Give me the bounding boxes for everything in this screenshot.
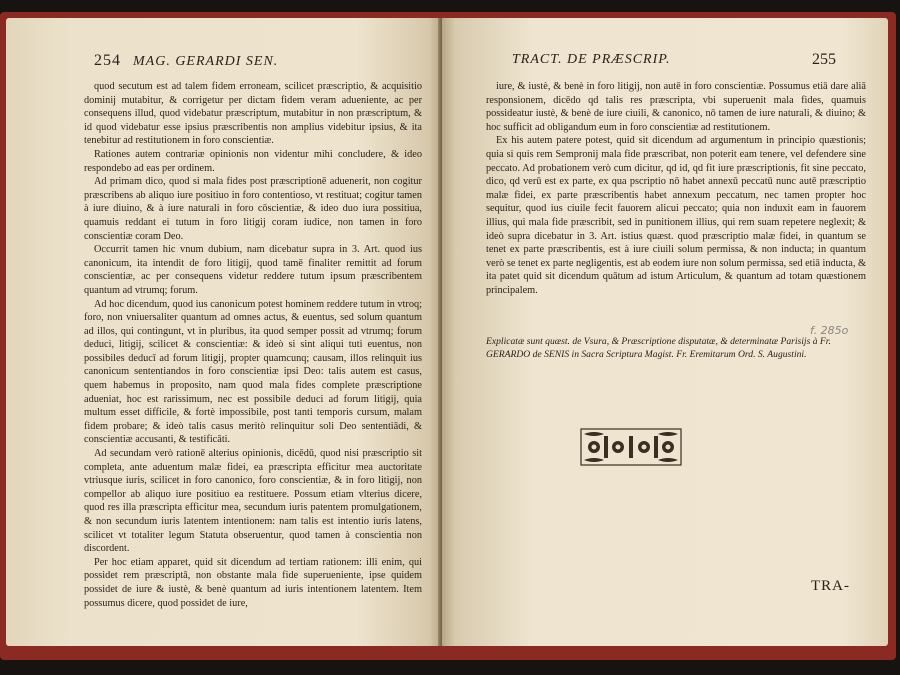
paragraph: Ad primam dico, quod si mala fides post præscriptionē aduenerit, non cogitur præscribens ab aliquo iure positiuo in foro contentioso, vt restituat; cogitur tamen à iure diuino, & à iure naturali in foro cōscientiæ, & ideo duo iura possitiua, quamuis reddant ei tutum in foro litigij coram iudice, non tamen in foro conscientiæ coram Deo. (84, 176, 422, 242)
right-folio: 255 (812, 51, 836, 68)
left-text-block (84, 80, 422, 610)
paragraph: Occurrit tamen hic vnum dubium, nam dicebatur supra in 3. Art. quod ius canonicum, ita intendit de foro litigij, quod tamē finaliter remittit ad forum conscientiæ, ac per consequens videtur reddere tutum ipsum præscribentem quantum ad vtrumq; forum. (84, 244, 422, 296)
pencil-annotation: f. 285o (810, 324, 849, 337)
paragraph: Ad secundam verò rationē alterius opinionis, dicēdū, quod nisi præscriptio sit completa, ante aduentum malæ fidei, ea præscripta efficitur mea auctoritate vtriusque iuris, scilicet in foro canonico, foro conscientiæ, & in foro litigij, non compellor ab aliquo iure positiuo ea restituere. Possum etiam vlterius dicere, quod res illa præscripta efficitur mea, secundum iuris patentem promulgationem, & non secundum iuris latentem intentionem: nam talis est intentio iuris latens, scilicet vt totaliter legum Statuta obseruentur, quod tamen à conscientia non discordent. (84, 448, 422, 555)
paragraph: Ex his autem patere potest, quid sit dicendum ad argumentum in principio quæstionis; quia si quis rem Sempronij mala fide præscribat, non poterit eam tenere, vel defendere sine peccato. Ad probationem verò cum dicitur, qd id, qd fit iure præscriptionis, fit sine peccato, dico, qd verū est ex parte, ex qua pscriptio nō habet annexū peccatū nunc autē præscriptio malæ fidei, ex parte præscribentis habet annexum peccatum, nec tamen propter hoc sequitur, quod ius ciuile fecit fauorem alicui peccato; quia non induxit eam in fauorem illius, qui mala fide præscribit, sed in punitionem illius, qui rem suam repetere neglexit; & ideò supra dicebatur in 3. Art. istius quæst. quod præscriptio malæ fidei, in quantum se tenet ex parte præscribentis, est à iure ciuili solum permissa, & non inducta; in quantum verò se tenet ex parte negligentis, est ab eodem iure non solum permissa, sed etiā inducta, & ita patet quid sit dicendum quātum ad istum Articulum, & quantum ad totam quæstionem principalem. (486, 135, 867, 296)
right-page (442, 18, 888, 646)
left-running-head (94, 52, 278, 70)
paragraph: Ad hoc dicendum, quod ius canonicum potest hominem reddere tutum in vtroq; foro, non vniuersaliter quantum ad omnes actus, & euentus, sed solum quantum ad illos, qui contingunt, vt in pluribus, ita quod semper possit ad vtrumq; forum deduci, litigij, scilicet & conscientiæ: & ideò si sint aliqui tuti euentus, non possibiles deducī ad forum litigij, propter quamcunq; causam, illos relinquit ius canonicum sententiandos in foro conscientiæ ipsi Deo: talis autem est casus, quem habemus in proposito, nam quod mala fides complete præscriptione adueniat, hoc est rarissimum, nec est possibile deduci ad forum litigij, quia multum esset difficile, & fortè impossibile, post tanti temporis cursum, malam fidem probare; & ideò talis casus meritò relinquitur soli Deo sententiādi, & conscientiæ accusanti, & testificāti. (84, 298, 422, 446)
paragraph: Per hoc etiam apparet, quid sit dicendum ad tertiam rationem: illi enim, qui possidet rem præscriptā, non obstante mala fide superueniente, ipse quidem possidet de iure & iustè, & benè quantum ad iuris intentionem latentem. Item possumus dicere, quod possidet de iure, (84, 556, 422, 609)
left-page (6, 18, 442, 646)
paragraph: Rationes autem contrariæ opinionis non videntur mihi concludere, & ideo respondebo ad eas per ordinem. (84, 148, 422, 174)
left-title: MAG. GERARDI SEN. (133, 54, 279, 69)
catchword: TRA- (811, 578, 850, 594)
paragraph: quod secutum est ad talem fidem erroneam, scilicet præscriptio, & acquisitio dominij mutabitur, & corrigetur per dictam fidem veram adueniente, ac per consequens illud, quod videbatur præscriptum, mutabitur in non præscriptum, & id quod videbatur esse ipsius præscribentis non amplius videbitur ipsius, & ita tenebitur ad restitutionem in foro conscientiæ. (84, 81, 422, 147)
fleuron-ornament-icon (580, 428, 682, 466)
right-title: TRACT. DE PRÆSCRIP. (512, 52, 671, 67)
colophon: Explicatæ sunt quæst. de Vsura, & Præscriptione disputatæ, & determinatæ Parisijs à Fr. GERARDO de SENIS in Sacra Scriptura Magist. Fr. Eremitarum Ord. S. Augustini. (486, 336, 831, 360)
open-book (0, 12, 896, 660)
left-folio: 254 (94, 52, 121, 69)
right-text-block (486, 80, 866, 298)
paragraph: iure, & iustè, & benè in foro litigij, non autē in foro conscientiæ. Possumus etiā dare aliā responsionem, dicēdo qd talis res præscripta, vbi superuenit mala fides, quamuis possideatur iustè, & benè de iure ciuili, & canonico, nō tamen de iure naturali, & diuino; & hoc sufficit ad obligandum eum in foro conscientiæ ad restitutionem. (486, 81, 866, 133)
right-running-head (512, 52, 671, 68)
